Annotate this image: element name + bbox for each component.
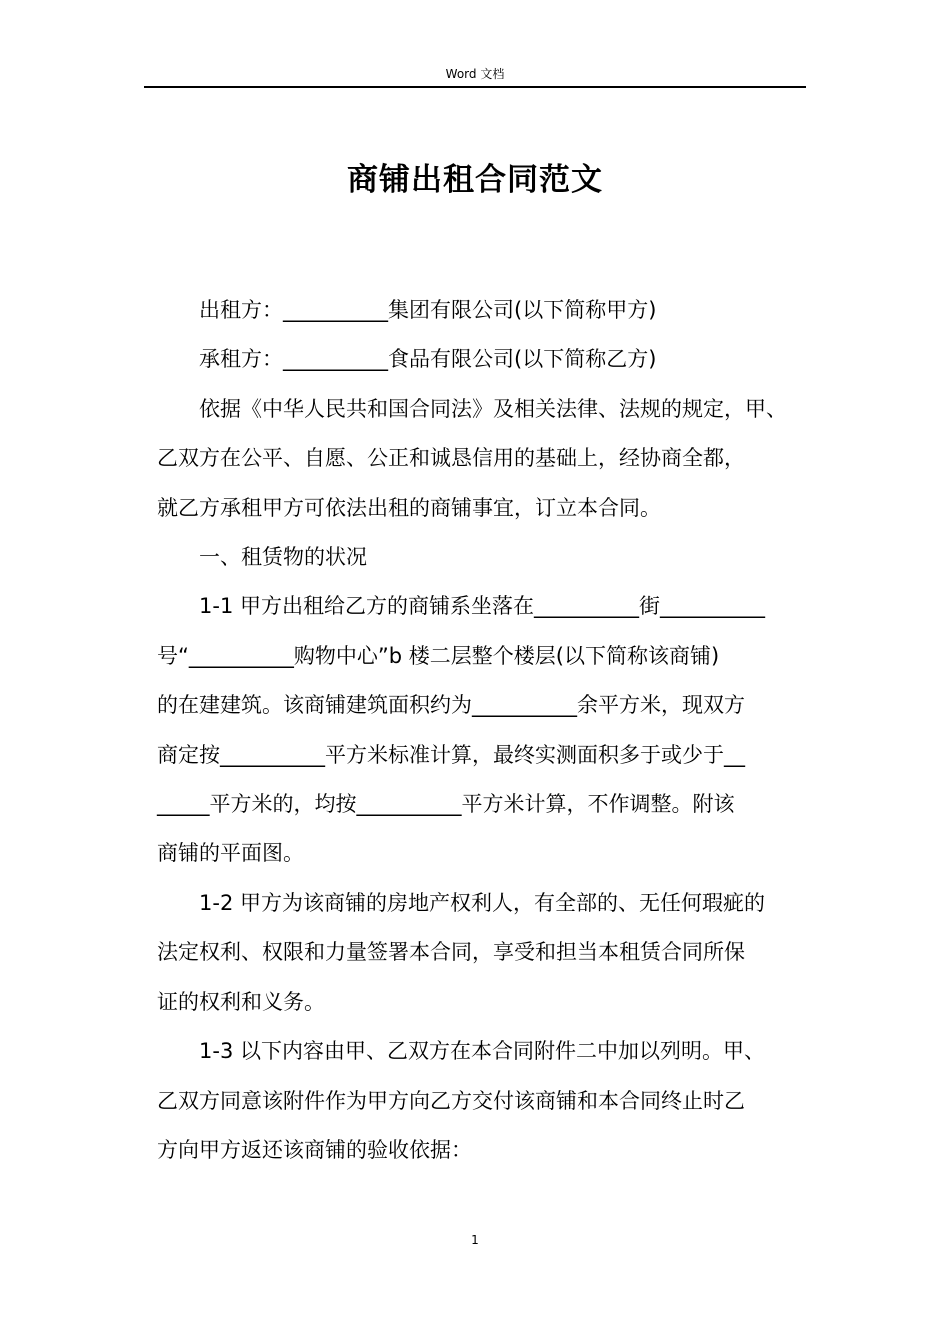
page-header: Word 文档 [445, 67, 505, 81]
page-number: 1 [471, 1233, 479, 1247]
text-line: 证的权利和义务。 [157, 989, 325, 1014]
header-rule [144, 86, 806, 88]
clause-1-1 [157, 582, 810, 878]
paragraph-lessor [178, 286, 810, 335]
clause-1-3 [157, 1027, 810, 1175]
text-line: 乙双方在公平、自愿、公正和诚恳信用的基础上，经协商全都， [157, 446, 745, 471]
paragraph-lessee [178, 335, 810, 384]
text-line: 乙双方同意该附件作为甲方向乙方交付该商铺和本合同终止时乙 [157, 1088, 745, 1113]
text-line: 一、租赁物的状况 [199, 545, 367, 570]
document-title: 商铺出租合同范文 [347, 162, 603, 198]
text-line: 的在建建筑。该商铺建筑面积约为__________余平方米，现双方 [157, 693, 745, 718]
text-line: 依据《中华人民共和国合同法》及相关法律、法规的规定，甲、 [199, 396, 787, 421]
paragraph-preamble [157, 385, 810, 533]
text-line: 1-3 以下内容由甲、乙双方在本合同附件二中加以列明。甲、 [199, 1039, 765, 1064]
text-line: 商铺的平面图。 [157, 841, 304, 866]
text-line: 1-2 甲方为该商铺的房地产权利人，有全部的、无任何瑕疵的 [199, 890, 765, 915]
text-line: _____平方米的，均按__________平方米计算，不作调整。附该 [157, 792, 735, 817]
document-body [157, 286, 810, 1175]
text-line: 商定按__________平方米标准计算，最终实测面积多于或少于__ [157, 742, 745, 767]
text-line: 法定权利、权限和力量签署本合同，享受和担当本租赁合同所保 [157, 940, 745, 965]
text-line: 号“__________购物中心”b 楼二层整个楼层(以下简称该商铺) [157, 643, 720, 668]
section-heading [178, 533, 810, 582]
text-line: 就乙方承租甲方可依法出租的商铺事宜，订立本合同。 [157, 495, 661, 520]
text-line: 1-1 甲方出租给乙方的商铺系坐落在__________街__________ [199, 594, 765, 619]
text-line: 方向甲方返还该商铺的验收依据： [157, 1137, 472, 1162]
text-line: 承租方：__________食品有限公司(以下简称乙方) [199, 347, 657, 372]
clause-1-2 [157, 879, 810, 1027]
text-line: 出租方：__________集团有限公司(以下简称甲方) [199, 298, 657, 322]
